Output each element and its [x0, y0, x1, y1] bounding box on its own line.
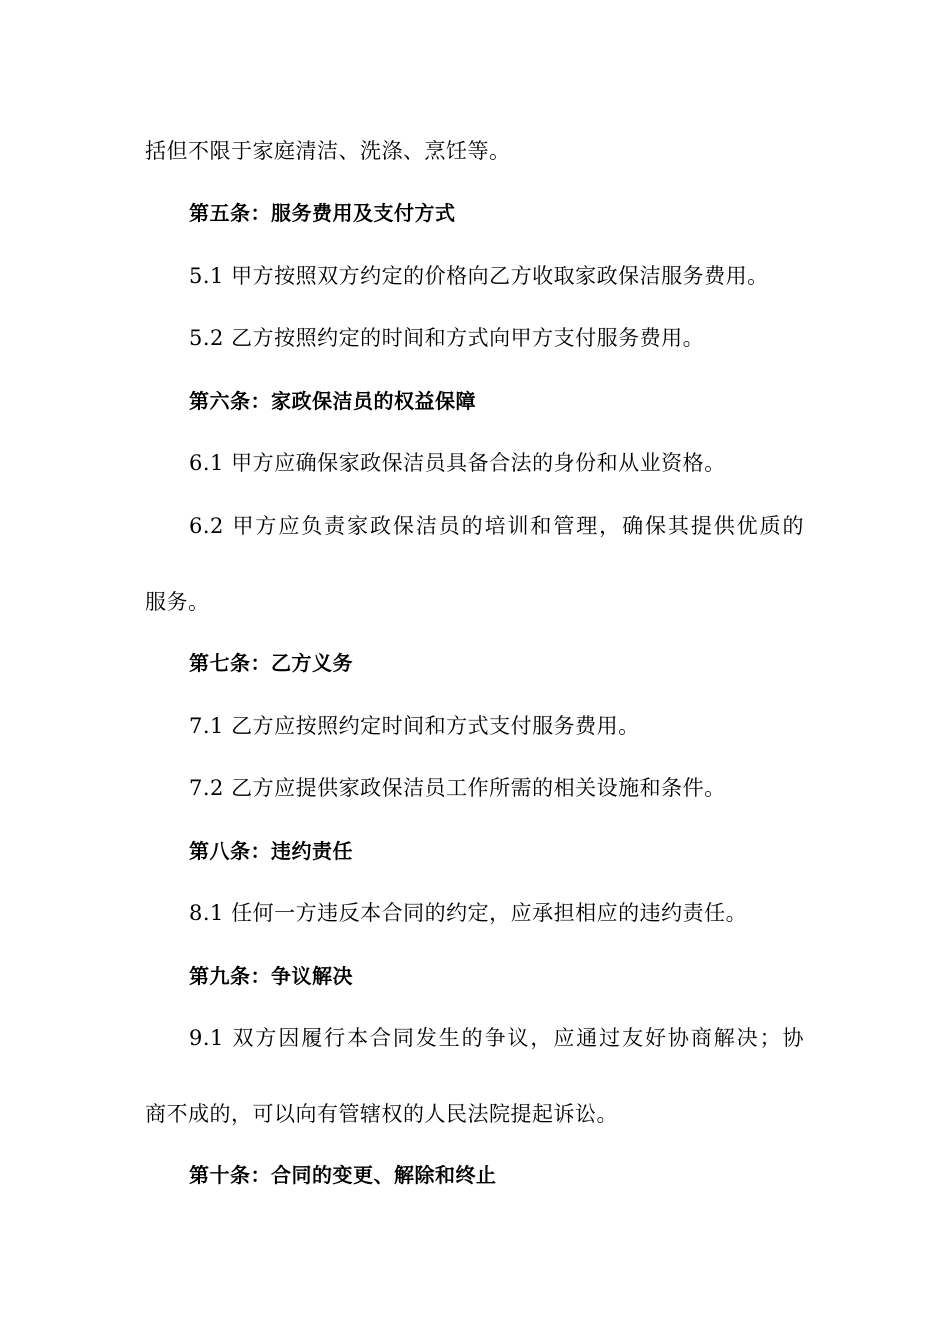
clause-7-1: 7.1 乙方应按照约定时间和方式支付服务费用。	[189, 714, 640, 738]
clause-6-2-continuation: 服务。	[145, 590, 210, 614]
paragraph-continuation: 括但不限于家庭清洁、洗涤、烹饪等。	[145, 139, 511, 163]
clause-9-1: 9.1 双方因履行本合同发生的争议，应通过友好协商解决；协	[189, 1026, 804, 1050]
clause-6-1: 6.1 甲方应确保家政保洁员具备合法的身份和从业资格。	[189, 451, 726, 475]
clause-8-1: 8.1 任何一方违反本合同的约定，应承担相应的违约责任。	[189, 901, 748, 925]
article-9-heading: 第九条：争议解决	[189, 964, 353, 988]
clause-5-1: 5.1 甲方按照双方约定的价格向乙方收取家政保洁服务费用。	[189, 264, 769, 288]
article-5-heading: 第五条：服务费用及支付方式	[189, 201, 456, 225]
article-7-heading: 第七条：乙方义务	[189, 651, 353, 675]
clause-5-2: 5.2 乙方按照约定的时间和方式向甲方支付服务费用。	[189, 326, 705, 350]
article-8-heading: 第八条：违约责任	[189, 839, 353, 863]
clause-7-2: 7.2 乙方应提供家政保洁员工作所需的相关设施和条件。	[189, 776, 726, 800]
clause-6-2: 6.2 甲方应负责家政保洁员的培训和管理，确保其提供优质的	[189, 514, 804, 538]
article-6-heading: 第六条：家政保洁员的权益保障	[189, 389, 476, 413]
clause-9-1-continuation: 商不成的，可以向有管辖权的人民法院提起诉讼。	[145, 1102, 618, 1126]
article-10-heading: 第十条：合同的变更、解除和终止	[189, 1163, 497, 1187]
